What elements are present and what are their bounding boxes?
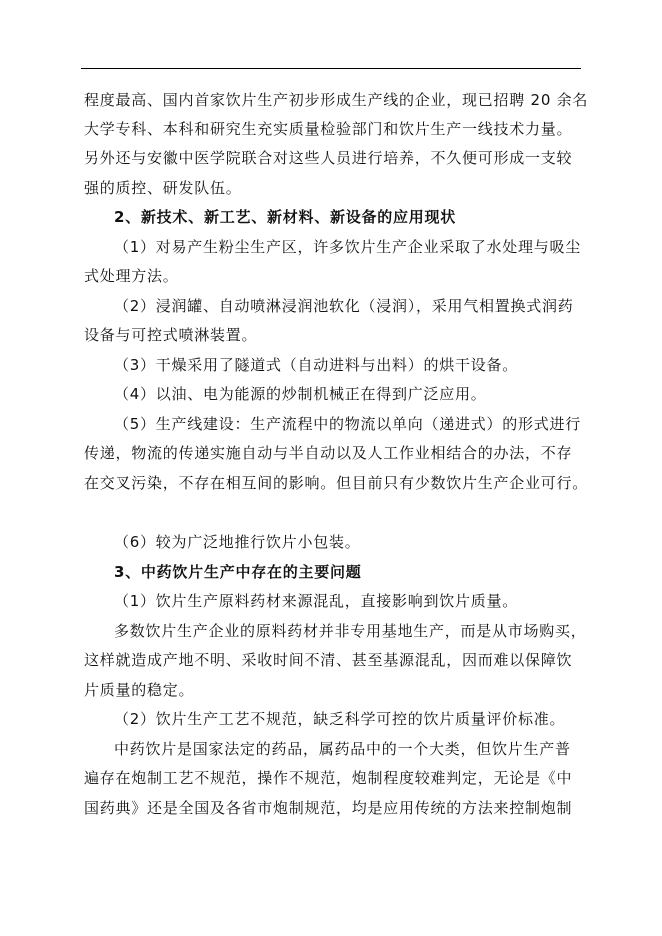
paragraph-line: （1）对易产生粉尘生产区，许多饮片生产企业采取了水处理与吸尘 xyxy=(114,238,582,256)
section-heading: 3、中药饮片生产中存在的主要问题 xyxy=(114,563,362,581)
paragraph-line: （6）较为广泛地推行饮片小包装。 xyxy=(114,533,361,551)
paragraph-line: 强的质控、研发队伍。 xyxy=(84,179,242,197)
paragraph-line: 设备与可控式喷淋装置。 xyxy=(84,326,258,344)
paragraph-line: 遍存在炮制工艺不规范，操作不规范，炮制程度较难判定，无论是《中 xyxy=(84,769,573,787)
paragraph-line: （2）饮片生产工艺不规范，缺乏科学可控的饮片质量评价标准。 xyxy=(114,710,566,728)
paragraph-line: 在交叉污染，不存在相互间的影响。但目前只有少数饮片生产企业可行。 xyxy=(84,474,589,492)
paragraph-line: 这样就造成产地不明、采收时间不清、甚至基源混乱，因而难以保障饮 xyxy=(84,651,573,669)
paragraph-line: （2）浸润罐、自动喷淋浸润池软化（浸润），采用气相置换式润药 xyxy=(114,297,574,315)
paragraph-line: 多数饮片生产企业的原料药材并非专用基地生产，而是从市场购买， xyxy=(114,622,587,640)
paragraph-line: 大学专科、本科和研究生充实质量检验部门和饮片生产一线技术力量。 xyxy=(84,120,573,138)
paragraph-line: 国药典》还是全国及各省市炮制规范，均是应用传统的方法来控制炮制 xyxy=(84,799,573,817)
paragraph-line: 片质量的稳定。 xyxy=(84,681,195,699)
paragraph-line: 中药饮片是国家法定的药品，属药品中的一个大类，但饮片生产普 xyxy=(114,740,571,758)
paragraph-line: 传递，物流的传递实施自动与半自动以及人工作业相结合的办法，不存 xyxy=(84,444,573,462)
paragraph-line: 另外还与安徽中医学院联合对这些人员进行培养，不久便可形成一支较 xyxy=(84,149,573,167)
paragraph-line: 式处理方法。 xyxy=(84,267,179,285)
paragraph-line: （4）以油、电为能源的炒制机械正在得到广泛应用。 xyxy=(114,385,487,403)
section-heading: 2、新技术、新工艺、新材料、新设备的应用现状 xyxy=(114,208,456,226)
paragraph-line: （3）干燥采用了隧道式（自动进料与出料）的烘干设备。 xyxy=(114,356,519,374)
paragraph-line: （1）饮片生产原料药材来源混乱，直接影响到饮片质量。 xyxy=(114,592,519,610)
header-rule xyxy=(81,68,581,69)
paragraph-line: （5）生产线建设：生产流程中的物流以单向（递进式）的形式进行 xyxy=(114,415,582,433)
paragraph-line: 程度最高、国内首家饮片生产初步形成生产线的企业，现已招聘 20 余名 xyxy=(84,91,589,109)
